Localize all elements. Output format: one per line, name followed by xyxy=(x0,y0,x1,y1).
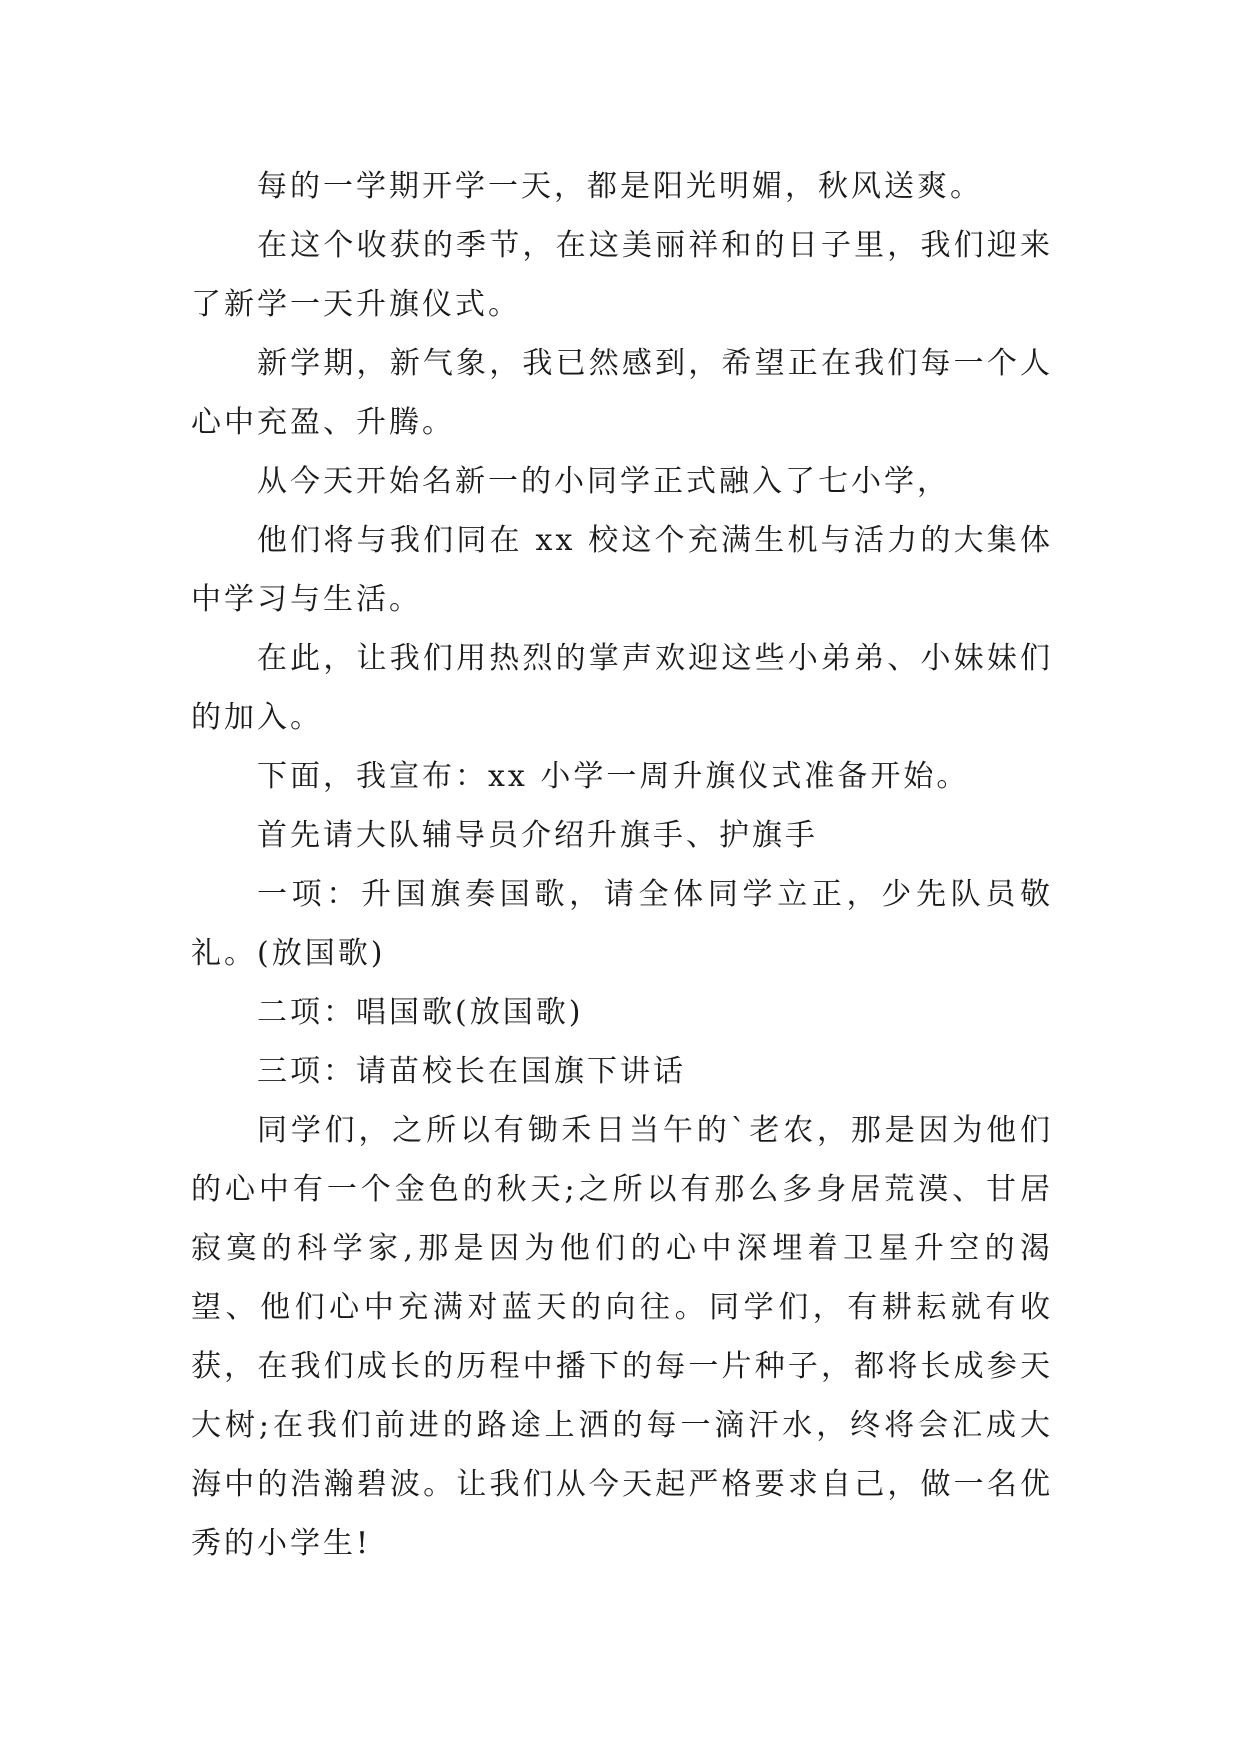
paragraph: 下面，我宣布：xx 小学一周升旗仪式准备开始。 xyxy=(257,759,970,794)
paragraph: 二项：唱国歌(放国歌) xyxy=(257,995,584,1030)
document-body xyxy=(191,157,1053,1573)
paragraph: 从今天开始名新一的小同学正式融入了七小学， xyxy=(257,464,950,499)
paragraph: 三项：请苗校长在国旗下讲话 xyxy=(257,1054,686,1089)
paragraph: 首先请大队辅导员介绍升旗手、护旗手 xyxy=(257,818,818,853)
paragraph: 一项：升国旗奏国歌，请全体同学立正，少先队员敬礼。(放国歌) xyxy=(191,877,1053,971)
paragraph: 在此，让我们用热烈的掌声欢迎这些小弟弟、小妹妹们的加入。 xyxy=(191,641,1053,735)
paragraph: 他们将与我们同在 xx 校这个充满生机与活力的大集体中学习与生活。 xyxy=(191,523,1053,617)
paragraph: 每的一学期开学一天，都是阳光明媚，秋风送爽。 xyxy=(257,169,983,204)
paragraph: 同学们，之所以有锄禾日当午的`老农，那是因为他们的心中有一个金色的秋天;之所以有那么多身居荒漠、甘居寂寞的科学家,那是因为他们的心中深埋着卫星升空的渴望、他们心中充满对蓝天的向往。同学们，有耕耘就有收获，在我们成长的历程中播下的每一片种子，都将长成参天大树;在我们前进的路途上洒的每一滴汗水，终将会汇成大海中的浩瀚碧波。让我们从今天起严格要求自己，做一名优秀的小学生! xyxy=(191,1113,1053,1561)
paragraph: 在这个收获的季节，在这美丽祥和的日子里，我们迎来了新学一天升旗仪式。 xyxy=(191,228,1053,322)
paragraph: 新学期，新气象，我已然感到，希望正在我们每一个人心中充盈、升腾。 xyxy=(191,346,1053,440)
